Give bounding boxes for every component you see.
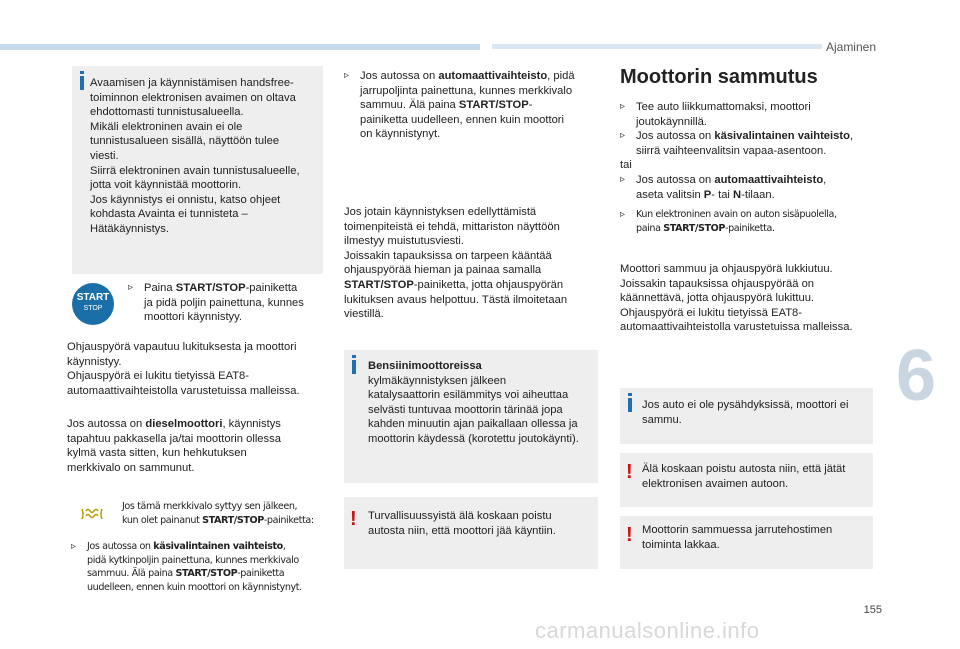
text-line: Ohjauspyörä ei lukitu tietyissä EAT8- — [620, 306, 802, 319]
bold-text: käsivalintainen vaihteisto — [714, 130, 850, 143]
text: Kun elektroninen avain on auton sisäpuolella, — [636, 209, 837, 220]
text-line: jotta voit käynnistää moottorin. — [90, 179, 242, 192]
text-line: merkkivalo on sammunut. — [67, 461, 195, 474]
text-line: katalysaattorin esilämmitys voi aiheuttaa — [368, 389, 569, 402]
text-line: elektronisen avaimen autoon. — [642, 477, 789, 490]
text-line: moottorin käydessä (korotettu joutokäynti). — [368, 432, 579, 445]
text-line: sammu. — [642, 413, 682, 426]
warning-box-key — [620, 453, 873, 507]
text: Jos autossa on — [360, 70, 439, 82]
bold-text: automaattivaihteisto — [438, 70, 548, 82]
text-line: on käynnistynyt. — [360, 128, 441, 141]
text-line: viesti. — [90, 149, 119, 162]
text-line: ja pidä poljin painettuna, kunnes — [144, 296, 304, 309]
manual-gearbox-instruction — [71, 540, 341, 594]
warning-icon: ! — [626, 524, 633, 546]
info-icon — [352, 360, 356, 374]
text-line: käynnistyy. — [67, 355, 122, 368]
glow-plug-note — [122, 500, 332, 527]
warning-icon: ! — [626, 461, 633, 483]
warning-icon: ! — [350, 508, 357, 530]
text-line: autosta niin, että moottori jää käyntiin. — [368, 524, 556, 537]
text: Paina — [144, 282, 176, 294]
text: -painiketta. — [725, 222, 775, 234]
text-line: toimenpiteistä ei tehdä, mittariston näyttöön — [344, 220, 560, 233]
bullet-icon: ▹ — [620, 173, 626, 185]
text-line: Joissakin tapauksissa on tarpeen kääntää — [344, 249, 552, 262]
text-line: Jos jotain käynnistyksen edellyttämistä — [344, 206, 537, 218]
text-line: kahden minuutin ajan paikallaan ollessa ja — [368, 418, 578, 431]
text-line: jarrupoljinta painettuna, kunnes merkkivalo — [360, 84, 573, 97]
text: , pidä — [547, 70, 575, 82]
text: , käynnistys — [222, 418, 281, 430]
steering-paragraph — [67, 340, 337, 398]
bold-text: P — [703, 188, 712, 201]
bold-text: käsivalintainen vaihteisto — [153, 541, 283, 552]
stop-label: STOP — [83, 305, 103, 312]
text-line: Mikäli elektroninen avain ei ole — [90, 120, 243, 133]
info-box-handsfree — [72, 66, 323, 274]
text: Jos autossa on — [67, 418, 146, 430]
text-line: Joissakin tapauksissa ohjauspyörää on — [620, 277, 815, 290]
start-stop-button-icon — [72, 283, 114, 325]
start-label: START — [76, 292, 110, 303]
text-line: kylmäkäynnistyksen jälkeen — [368, 374, 507, 387]
bold-text: START/STOP — [663, 222, 726, 234]
text: -painiketta, jotta ohjauspyörän — [413, 278, 564, 291]
text-line: Moottori sammuu ja ohjauspyörä lukkiutuu. — [620, 263, 833, 275]
text-line: tai — [620, 159, 632, 172]
text: Jos autossa on — [636, 130, 715, 143]
text-line: lukituksen avaus helpottuu. Tästä ilmoitetaan — [344, 293, 568, 306]
warning-box-brake — [620, 516, 873, 569]
start-failure-paragraph — [344, 205, 604, 322]
text-line: pidä kytkinpoljin painettuna, kunnes merkkivalo — [87, 554, 299, 566]
text-line: Ohjauspyörä ei lukitu tietyissä EAT8- — [67, 370, 249, 383]
text: -painiketta — [245, 282, 298, 294]
text: Tee auto liikkumattomaksi, moottori — [636, 101, 811, 113]
bullet-icon: ▹ — [620, 101, 626, 112]
bold-text: dieselmoottori — [145, 418, 223, 430]
text-line: Hätäkäynnistys. — [90, 222, 169, 235]
text-line: moottori käynnistyy. — [144, 311, 243, 324]
glow-plug-warning-icon — [80, 507, 104, 521]
bullet-icon: ▹ — [344, 70, 350, 81]
text-line: kylmä vasta sitten, kun hehkutuksen — [67, 447, 247, 460]
text-line: Jos tämä merkkivalo syttyy sen jälkeen, — [122, 501, 298, 512]
info-box-petrol — [344, 350, 598, 483]
text: Jos autossa on — [87, 541, 154, 552]
section-title: Ajaminen — [825, 40, 876, 54]
bold-text: START/STOP — [344, 278, 414, 291]
text-line: Ohjauspyörä vapautuu lukituksesta ja moottori — [67, 341, 297, 353]
text-line: Avaamisen ja käynnistämisen handsfree- — [90, 77, 294, 89]
text-line: Älä koskaan poistu autosta niin, että jätät — [642, 463, 846, 475]
text: , — [282, 541, 286, 552]
text-line: Siirrä elektroninen avain tunnistusalueelle, — [90, 164, 300, 177]
button-name: START/STOP — [175, 282, 246, 294]
text-line: tapahtuu pakkasella ja/tai moottorin ollessa — [67, 432, 281, 445]
text: -painiketta — [237, 568, 285, 580]
text-line: joutokäynnillä. — [636, 115, 707, 128]
shutdown-steps — [620, 100, 880, 202]
text: aseta valitsin — [636, 188, 704, 201]
text-line: Moottorin sammuessa jarrutehostimen — [642, 524, 833, 536]
bold-text: START/STOP — [175, 568, 238, 580]
press-instruction — [128, 281, 328, 325]
text-line: automaattivaihteistolla varustetuissa malleissa. — [620, 321, 853, 334]
text-line: viestillä. — [344, 308, 384, 321]
text-line: kohdasta Avainta ei tunnisteta – — [90, 208, 248, 221]
text-line: ilmestyy muistutusviesti. — [344, 235, 464, 248]
chapter-number: 6 — [896, 336, 937, 416]
bold-text: START/STOP — [202, 514, 264, 526]
petrol-title: Bensiinimoottoreissa — [368, 360, 482, 372]
text-line: selvästi tuntuvaa moottorin tärinää jopa — [368, 403, 563, 416]
text-line: automaattivaihteistolla varustetuissa malleissa. — [67, 384, 300, 397]
text: -tilaan. — [741, 188, 775, 201]
text-line: painiketta uudelleen, ennen kuin moottori — [360, 113, 565, 126]
text: - — [528, 99, 533, 112]
header-bar-right — [492, 44, 822, 49]
text-line: siirrä vaihteenvalitsin vapaa-asentoon. — [636, 144, 827, 157]
bullet-icon: ▹ — [620, 130, 626, 142]
automatic-gearbox-instruction — [344, 69, 604, 142]
bold-text: START/STOP — [458, 99, 529, 112]
text-line: ehdottomasti tunnistusalueella. — [90, 106, 244, 119]
text: , — [823, 173, 827, 186]
page-number: 155 — [863, 604, 882, 616]
text-line: toiminnon elektronisen avaimen on oltava — [90, 91, 296, 104]
text: sammuu. Älä paina — [87, 568, 176, 580]
section-heading: Moottorin sammutus — [620, 66, 818, 88]
text-line: Jos käynnistys ei onnistu, katso ohjeet — [90, 193, 281, 206]
bullet-icon: ▹ — [128, 282, 134, 293]
bold-text: automaattivaihteisto — [714, 173, 824, 186]
text: kun olet painanut — [122, 514, 203, 526]
watermark: carmanualsonline.info — [535, 618, 760, 643]
text: -painiketta: — [263, 514, 314, 526]
text-line: uudelleen, ennen kuin moottori on käynnistynyt. — [87, 581, 302, 593]
bullet-icon: ▹ — [620, 209, 625, 220]
text-line: Jos auto ei ole pysähdyksissä, moottori ei — [642, 399, 849, 411]
text-line: ohjauspyörää hieman ja painaa samalla — [344, 264, 542, 277]
bold-text: N — [733, 188, 742, 201]
keyless-step — [620, 208, 880, 235]
text-line: Turvallisuussyistä älä koskaan poistu — [368, 510, 552, 522]
shutdown-paragraph — [620, 262, 882, 335]
text: Jos autossa on — [636, 173, 715, 186]
text-line: käännettävä, jotta ohjauspyörä lukittuu. — [620, 292, 815, 305]
bullet-icon: ▹ — [71, 541, 76, 552]
text: paina — [636, 222, 664, 234]
text: - tai — [711, 188, 734, 201]
text-line: tunnistusalueen sisällä, näyttöön tulee — [90, 135, 280, 148]
info-icon — [628, 398, 632, 412]
text-line: toiminta lakkaa. — [642, 538, 720, 551]
warning-box-safety — [344, 497, 598, 569]
diesel-paragraph — [67, 417, 337, 475]
text: sammuu. Älä paina — [360, 99, 459, 112]
text: , — [849, 130, 854, 143]
info-icon — [80, 76, 84, 90]
header-bar — [0, 44, 480, 50]
info-box-not-stopped — [620, 388, 873, 444]
